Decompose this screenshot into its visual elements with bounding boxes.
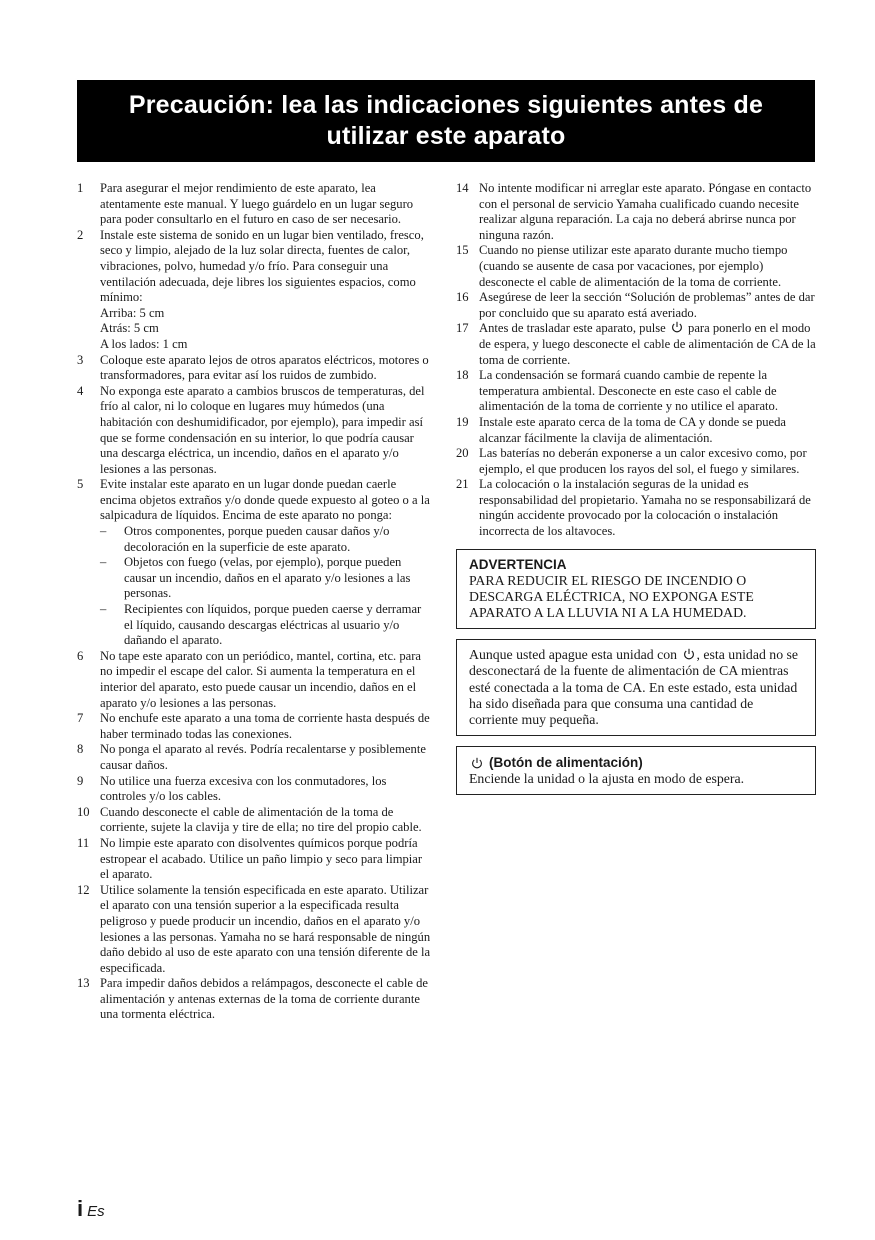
item-text: Las baterías no deberán exponerse a un calor excesivo como, por ejemplo, el que producen los rayos del sol, el fuego y similares.: [479, 446, 807, 476]
dash-text: Recipientes con líquidos, porque pueden caerse y derramar el líquido, causando descargas eléctricas al usuario y/o dañando el aparato.: [124, 602, 422, 648]
list-item: [77, 384, 433, 478]
item-number: 6: [77, 648, 84, 663]
item-paragraph: Instale este sistema de sonido en un lugar bien ventilado, fresco, seco y limpio, alejado de la luz solar directa, fuentes de calor, vibraciones, polvo, humedad y/o frío. Para conseguir una ventilación adecuada, deje libres los siguientes espacios, como mínimo:: [100, 227, 424, 305]
note-text-part: , esta unidad no se desconectará de la fuente de alimentación de CA mientras esté conectada a la toma de CA. En este estado, esta unidad ha sido diseñada para que consuma una cantidad de corriente muy pequeña.: [469, 647, 799, 728]
item-number: 2: [77, 227, 84, 242]
list-item: [77, 649, 433, 711]
list-item: [456, 181, 816, 243]
item-number: 7: [77, 711, 84, 726]
list-item: [77, 181, 433, 228]
standby-note-box: [456, 639, 816, 736]
page-number: i: [77, 1196, 84, 1221]
warning-text: PARA REDUCIR EL RIESGO DE INCENDIO O DESCARGA ELÉCTRICA, NO EXPONGA ESTE APARATO A LA LLUVIA NI A LA HUMEDAD.: [469, 572, 754, 621]
item-text-part: Antes de trasladar este aparato, pulse: [479, 321, 666, 336]
item-number: 13: [77, 976, 90, 991]
precaution-list-right: [456, 181, 816, 540]
item-text: Cuando no piense utilizar este aparato durante mucho tiempo (cuando se ausente de casa por vacaciones, por ejemplo) desconecte el cable de alimentación de la toma de corriente.: [479, 243, 788, 289]
clearance-sides: A los lados: 1 cm: [100, 336, 188, 351]
dash-marker: –: [100, 602, 107, 617]
list-item: [456, 446, 816, 477]
item-text: No utilice una fuerza excesiva con los conmutadores, los controles y/o los cables.: [100, 773, 387, 804]
standby-note-text: [469, 647, 803, 728]
list-item: [77, 477, 433, 649]
list-item: [77, 711, 433, 742]
list-item: [77, 976, 433, 1023]
dash-marker: –: [100, 555, 107, 570]
list-item: [77, 228, 433, 353]
warning-box: [456, 549, 816, 630]
list-item: [77, 883, 433, 977]
item-number: 9: [77, 773, 84, 788]
dash-text: Objetos con fuego (velas, por ejemplo), porque pueden causar un incendio, daños en el aparato y/o lesiones a las personas.: [124, 555, 411, 601]
clearance-back: Atrás: 5 cm: [100, 321, 159, 336]
item-number: 19: [456, 414, 469, 429]
list-item: [456, 415, 816, 446]
power-button-title: (Botón de alimentación): [489, 755, 643, 771]
power-button-box: [456, 746, 816, 795]
list-item: [77, 836, 433, 883]
page-footer: [77, 1196, 105, 1222]
left-column: [77, 181, 433, 1023]
item-text: No tape este aparato con un periódico, mantel, cortina, etc. para no impedir el escape del calor. Si aumenta la temperatura en el interior del aparato, esto puede causar un incendio, daños en el aparato y/o lesiones a las personas.: [100, 648, 421, 710]
list-item: [77, 353, 433, 384]
list-item: [77, 774, 433, 805]
item-number: 21: [456, 477, 469, 492]
power-button-heading: [469, 754, 803, 771]
power-button-text: Enciende la unidad o la ajusta en modo de espera.: [469, 771, 745, 787]
item-text: [479, 321, 816, 368]
item-text: [100, 477, 433, 649]
item-text: Asegúrese de leer la sección “Solución de problemas” antes de dar por concluido que su aparato está averiado.: [479, 290, 815, 320]
item-text: No limpie este aparato con disolventes químicos porque podría estropear el acabado. Utilice un paño limpio y seco para limpiar el aparato.: [100, 835, 423, 882]
item-number: 3: [77, 352, 84, 367]
item-number: 12: [77, 882, 90, 897]
dash-item: [100, 555, 433, 602]
item-text: No intente modificar ni arreglar este aparato. Póngase en contacto con el personal de servicio Yamaha cualificado cuando necesite realizar alguna reparación. La caja no deberá abrirse nunca por ninguna razón.: [479, 181, 812, 242]
dash-item: [100, 602, 433, 649]
dash-item: [100, 524, 433, 555]
item-number: 14: [456, 181, 469, 195]
note-text-part: Aunque usted apague esta unidad con: [469, 647, 678, 663]
item-text-part: para ponerlo en el modo de espera, y luego desconecte el cable de alimentación de CA de la toma de corriente.: [479, 321, 816, 367]
item-number: 17: [456, 321, 469, 336]
list-item: [456, 243, 816, 290]
item-text: Utilice solamente la tensión especificada en este aparato. Utilizar el aparato con una tensión superior a la especificada resulta peligroso y puede producir un incendio, daños en el aparato y/o lesiones a las personas. Yamaha no se hará responsable de ningún daño debido al uso de este aparato con una tensión diferente de la especificada.: [100, 882, 431, 975]
list-item: [77, 805, 433, 836]
dash-list: [100, 524, 433, 649]
item-text: No ponga el aparato al revés. Podría recalentarse y posiblemente causar daños.: [100, 742, 426, 772]
item-number: 16: [456, 290, 469, 305]
list-item: [456, 477, 816, 539]
item-number: 10: [77, 804, 90, 819]
item-text: No exponga este aparato a cambios bruscos de temperaturas, del frío al calor, ni lo coloque en lugares muy húmedos (una habitación con deshumidificador, por ejemplo), para impedir así que se forme condensación en su interior, lo que podría causar una descarga eléctrica, un incendio, daños en el aparato y/o lesiones a las personas.: [100, 383, 425, 476]
power-icon: [671, 321, 683, 333]
item-text: Cuando desconecte el cable de alimentación de la toma de corriente, sujete la clavija y tire de ella; no tire del propio cable.: [100, 804, 422, 835]
item-text: La colocación o la instalación seguras de la unidad es responsabilidad del propietario. Yamaha no se responsabilizará de ningún accidente provocado por la colocación o instalación incorrecta de los altavoces.: [479, 477, 811, 539]
right-column: [456, 181, 816, 795]
list-item: [456, 290, 816, 321]
language-code: Es: [87, 1203, 105, 1220]
item-number: 4: [77, 383, 84, 398]
item-number: 20: [456, 446, 469, 461]
item-number: 15: [456, 243, 469, 258]
item-text: Para impedir daños debidos a relámpagos, desconecte el cable de alimentación y antenas externas de la toma de corriente durante una tormenta eléctrica.: [100, 976, 429, 1022]
item-number: 5: [77, 477, 84, 492]
page-title: Precaución: lea las indicaciones siguientes antes de utilizar este aparato: [77, 80, 815, 162]
item-text: Instale este aparato cerca de la toma de CA y donde se pueda alcanzar fácilmente la clavija de alimentación.: [479, 414, 787, 445]
list-item: [456, 368, 816, 415]
precaution-list-left: [77, 181, 433, 1023]
list-item: [456, 321, 816, 368]
item-number: 8: [77, 742, 84, 757]
item-number: 1: [77, 181, 84, 195]
item-number: 11: [77, 835, 90, 850]
item-number: 18: [456, 368, 469, 383]
power-icon: [471, 757, 483, 769]
item-text: No enchufe este aparato a una toma de corriente hasta después de haber terminado todas las conexiones.: [100, 711, 430, 741]
power-icon: [683, 648, 695, 660]
item-text: La condensación se formará cuando cambie de repente la temperatura ambiental. Desconecte en este caso el cable de alimentación de la toma de corriente y no utilice el aparato.: [479, 368, 778, 414]
dash-marker: –: [100, 524, 107, 539]
warning-heading: ADVERTENCIA: [469, 556, 567, 572]
clearance-top: Arriba: 5 cm: [100, 305, 165, 320]
item-text: Para asegurar el mejor rendimiento de este aparato, lea atentamente este manual. Y luego guárdelo en un lugar seguro para poder consultarlo en el futuro en caso de ser necesario.: [100, 181, 414, 227]
dash-text: Otros componentes, porque pueden causar daños y/o decoloración en la superficie de este aparato.: [124, 524, 390, 554]
item-text: Coloque este aparato lejos de otros aparatos eléctricos, motores o transformadores, para evitar así los ruidos de zumbido.: [100, 352, 429, 383]
item-text: [100, 228, 433, 353]
item-paragraph: Evite instalar este aparato en un lugar donde puedan caerle encima objetos extraños y/o donde quede expuesto al goteo o a la salpicadura de líquidos. Encima de este aparato no ponga:: [100, 477, 430, 523]
list-item: [77, 742, 433, 773]
